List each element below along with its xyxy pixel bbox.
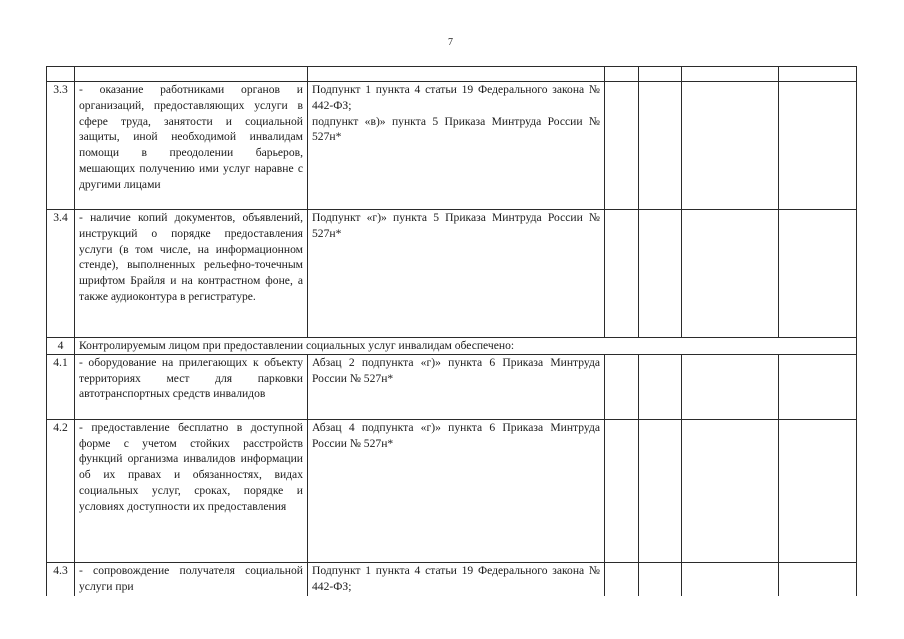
answer-cell [682, 419, 779, 562]
answer-cell [639, 210, 682, 338]
legal-reference: Абзац 2 подпункта «г)» пункта 6 Приказа Минтруда России № 527н* [308, 354, 605, 419]
answer-cell [779, 562, 857, 596]
row-number: 4.2 [47, 419, 75, 562]
row-number: 4.3 [47, 562, 75, 596]
section-row [47, 338, 857, 355]
requirement-text: - оборудование на прилегающих к объекту территориях мест для парковки автотранспортных средств инвалидов [75, 354, 308, 419]
answer-cell [779, 82, 857, 210]
empty-cell [308, 67, 605, 82]
answer-cell [605, 419, 639, 562]
requirement-text: - сопровождение получателя социальной услуги при [75, 562, 308, 596]
requirement-text: - наличие копий документов, объявлений, инструкций о порядке предоставления услуги (в том числе, на информационном стенде), выполненных рельефно-точечным шрифтом Брайля и на контрастном фоне, а также аудиоконтура в регистратуре. [75, 210, 308, 338]
answer-cell [682, 210, 779, 338]
page-number: 7 [448, 37, 453, 48]
row-number: 3.4 [47, 210, 75, 338]
answer-cell [779, 210, 857, 338]
empty-cell [75, 67, 308, 82]
empty-cell [639, 67, 682, 82]
section-title: Контролируемым лицом при предоставлении социальных услуг инвалидам обеспечено: [75, 338, 857, 355]
answer-cell [682, 562, 779, 596]
table-row [47, 67, 857, 82]
legal-reference: Подпункт 1 пункта 4 статьи 19 Федерального закона № 442-ФЗ; [308, 562, 605, 596]
section-number: 4 [47, 338, 75, 355]
answer-cell [605, 354, 639, 419]
table-row [47, 82, 857, 210]
row-number: 3.3 [47, 82, 75, 210]
empty-cell [779, 67, 857, 82]
requirement-text: - оказание работниками органов и организаций, предоставляющих услуги в сфере труда, занятости и социальной защиты, иной необходимой инвалидам помощи в преодолении барьеров, мешающих получению ими услуг наравне с другими лицами [75, 82, 308, 210]
answer-cell [779, 419, 857, 562]
answer-cell [639, 419, 682, 562]
table-row [47, 210, 857, 338]
table-row [47, 562, 857, 596]
table-row [47, 354, 857, 419]
answer-cell [779, 354, 857, 419]
answer-cell [682, 82, 779, 210]
answer-cell [605, 82, 639, 210]
answer-cell [639, 82, 682, 210]
answer-cell [639, 354, 682, 419]
row-number: 4.1 [47, 354, 75, 419]
answer-cell [639, 562, 682, 596]
legal-reference: Подпункт 1 пункта 4 статьи 19 Федерального закона № 442-ФЗ; подпункт «в)» пункта 5 Приказа Минтруда России № 527н* [308, 82, 605, 210]
empty-cell [682, 67, 779, 82]
requirement-text: - предоставление бесплатно в доступной форме с учетом стойких расстройств функций организма инвалидов информации об их правах и обязанностях, видах социальных услуг, сроках, порядке и условиях доступности их предоставления [75, 419, 308, 562]
empty-cell [605, 67, 639, 82]
checklist-table [46, 66, 857, 596]
answer-cell [682, 354, 779, 419]
answer-cell [605, 210, 639, 338]
table-row [47, 419, 857, 562]
empty-cell [47, 67, 75, 82]
legal-reference: Подпункт «г)» пункта 5 Приказа Минтруда России № 527н* [308, 210, 605, 338]
answer-cell [605, 562, 639, 596]
legal-reference: Абзац 4 подпункта «г)» пункта 6 Приказа Минтруда России № 527н* [308, 419, 605, 562]
